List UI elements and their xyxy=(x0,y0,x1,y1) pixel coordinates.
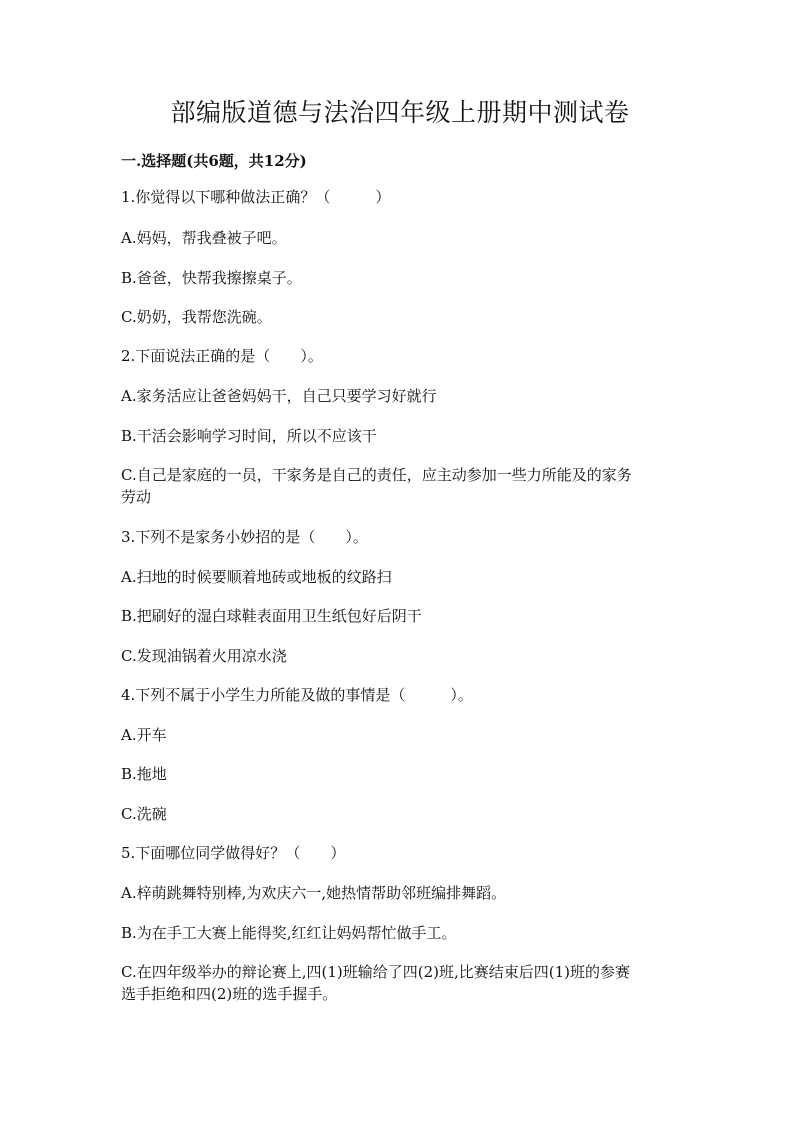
question-2-stem: 2.下面说法正确的是（ ）。 xyxy=(121,347,323,365)
question-1-option-c: C.奶奶，我帮您洗碗。 xyxy=(121,308,272,326)
question-1-option-b: B.爸爸，快帮我擦擦桌子。 xyxy=(121,269,302,287)
question-3-option-b: B.把刷好的湿白球鞋表面用卫生纸包好后阴干 xyxy=(121,607,422,625)
question-4-option-b: B.拖地 xyxy=(121,765,167,783)
question-4-option-a: A.开车 xyxy=(121,726,167,744)
page-title: 部编版道德与法治四年级上册期中测试卷 xyxy=(170,98,630,127)
question-2-option-a: A.家务活应让爸爸妈妈干，自己只要学习好就行 xyxy=(121,387,437,405)
question-2-option-c: C.自己是家庭的一员，干家务是自己的责任，应主动参加一些力所能及的家务 xyxy=(121,466,632,484)
question-3-option-a: A.扫地的时候要顺着地砖或地板的纹路扫 xyxy=(121,568,392,586)
question-3-option-c: C.发现油锅着火用凉水浇 xyxy=(121,647,287,665)
question-5-option-b: B.为在手工大赛上能得奖,红红让妈妈帮忙做手工。 xyxy=(121,924,457,942)
question-5-option-c-continued: 选手拒绝和四(2)班的选手握手。 xyxy=(121,985,338,1003)
question-5-option-a: A.梓萌跳舞特别棒,为欢庆六一,她热情帮助邻班编排舞蹈。 xyxy=(121,884,507,902)
question-5-stem: 5.下面哪位同学做得好？（ ） xyxy=(121,844,346,862)
question-5-option-c: C.在四年级举办的辩论赛上,四(1)班输给了四(2)班,比赛结束后四(1)班的参赛 xyxy=(121,963,630,981)
question-2-option-b: B.干活会影响学习时间，所以不应该干 xyxy=(121,427,377,445)
section-heading: 一.选择题(共6题，共12分) xyxy=(121,152,307,170)
question-1-stem: 1.你觉得以下哪种做法正确？（ ） xyxy=(121,188,391,206)
question-4-option-c: C.洗碗 xyxy=(121,805,167,823)
question-2-option-c-continued: 劳动 xyxy=(121,488,152,506)
question-3-stem: 3.下列不是家务小妙招的是（ ）。 xyxy=(121,528,368,546)
question-4-stem: 4.下列不属于小学生力所能及做的事情是（ ）。 xyxy=(121,686,473,704)
question-1-option-a: A.妈妈，帮我叠被子吧。 xyxy=(121,229,287,247)
